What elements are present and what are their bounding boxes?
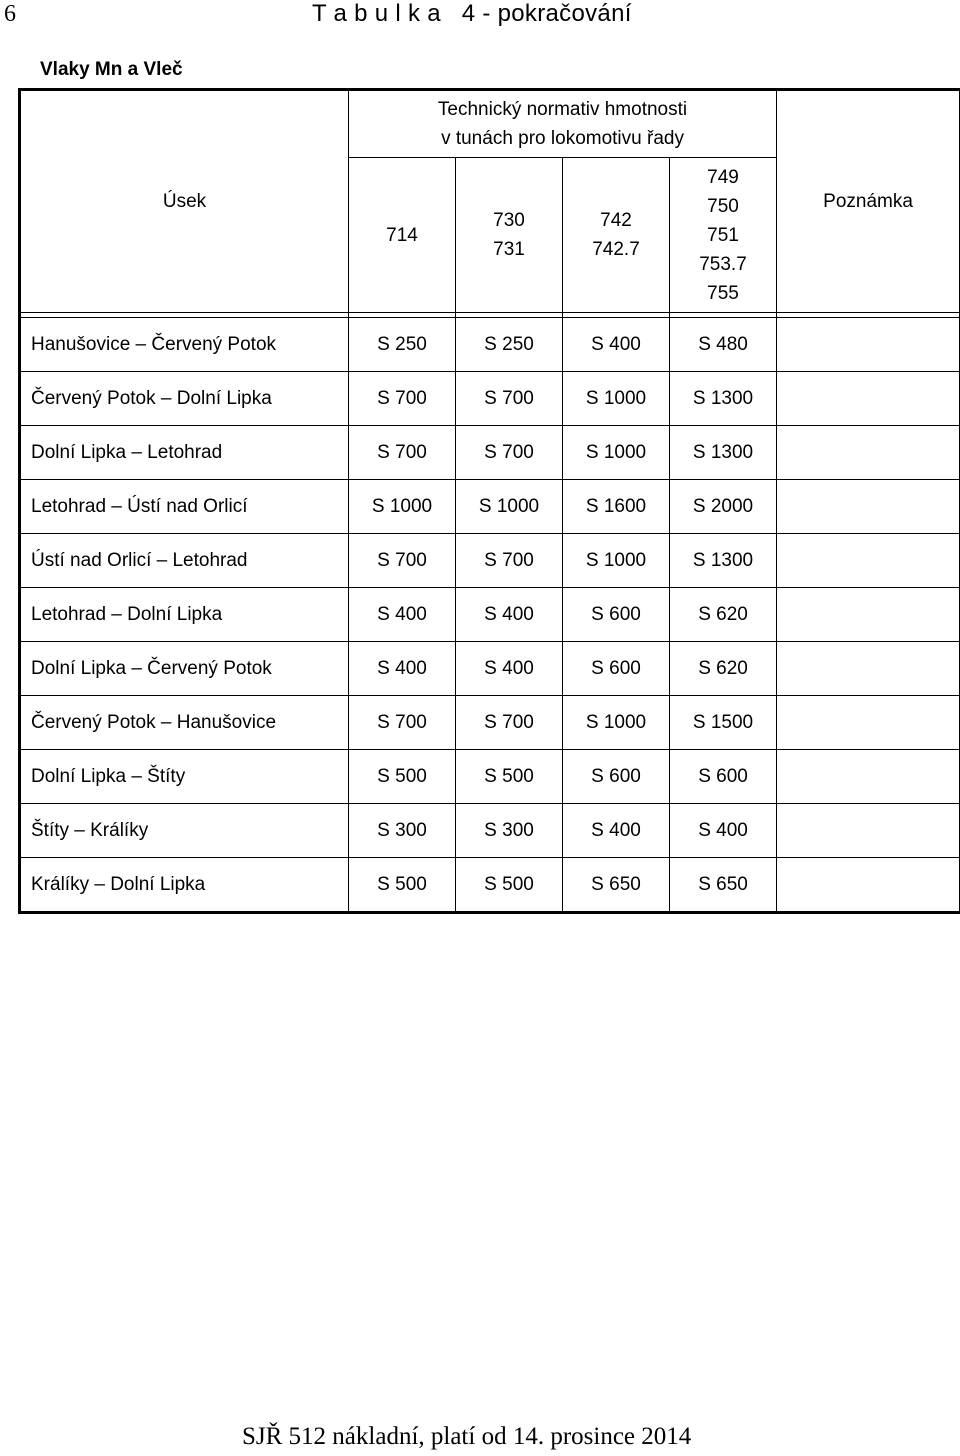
- note-cell: [777, 480, 960, 534]
- norm-value-cell: S 500: [456, 858, 563, 913]
- norm-value-cell: S 600: [563, 588, 670, 642]
- norm-value-cell: S 500: [456, 750, 563, 804]
- norm-value-cell: S 1600: [563, 480, 670, 534]
- norm-value-cell: S 400: [349, 588, 456, 642]
- note-cell: [777, 750, 960, 804]
- route-cell: Letohrad – Dolní Lipka: [20, 588, 349, 642]
- norm-value-cell: S 700: [456, 372, 563, 426]
- note-cell: [777, 372, 960, 426]
- norm-value-cell: S 400: [349, 642, 456, 696]
- table-row: [20, 642, 960, 696]
- loco-series-label: 742: [600, 210, 632, 231]
- norm-value-cell: S 400: [670, 804, 777, 858]
- header-note-cell: [777, 90, 960, 313]
- loco-series-label: 751: [707, 224, 739, 246]
- norm-value-cell: S 400: [456, 588, 563, 642]
- norm-value-cell: S 1000: [349, 480, 456, 534]
- norm-value-cell: S 1000: [563, 426, 670, 480]
- norm-value-cell: S 400: [563, 804, 670, 858]
- norm-value-cell: S 250: [456, 318, 563, 372]
- table-row: [20, 588, 960, 642]
- note-cell: [777, 858, 960, 913]
- loco-series-label: 742.7: [592, 239, 640, 260]
- table-row: [20, 426, 960, 480]
- table-row: [20, 318, 960, 372]
- header-group-cell: [349, 90, 777, 158]
- norm-value-cell: S 1000: [563, 372, 670, 426]
- table-row: [20, 534, 960, 588]
- header-group-line: v tunách pro lokomotivu řady: [441, 128, 684, 149]
- loco-series-label: 753.7: [699, 253, 747, 275]
- norm-value-cell: S 700: [349, 696, 456, 750]
- norm-value-cell: S 1000: [456, 480, 563, 534]
- route-cell: Hanušovice – Červený Potok: [20, 318, 349, 372]
- route-cell: Dolní Lipka – Štíty: [20, 750, 349, 804]
- loco-series-label: 714: [386, 224, 418, 246]
- norm-value-cell: S 600: [670, 750, 777, 804]
- norm-value-cell: S 500: [349, 750, 456, 804]
- header-loco-749: [670, 158, 777, 313]
- note-cell: [777, 696, 960, 750]
- norm-value-cell: S 620: [670, 588, 777, 642]
- norm-value-cell: S 250: [349, 318, 456, 372]
- loco-series-label: 730: [493, 210, 525, 231]
- table-row: [20, 858, 960, 913]
- page-title: T a b u l k a 4 - pokračování: [312, 0, 632, 27]
- loco-series-label: 749: [707, 166, 739, 188]
- norm-value-cell: S 400: [563, 318, 670, 372]
- norm-value-cell: S 700: [349, 426, 456, 480]
- norm-value-cell: S 1500: [670, 696, 777, 750]
- norm-value-cell: S 1300: [670, 534, 777, 588]
- footer-text: SJŘ 512 nákladní, platí od 14. prosince 2014: [242, 1423, 692, 1450]
- norm-value-cell: S 600: [563, 642, 670, 696]
- header-loco-714: [349, 158, 456, 313]
- norm-value-cell: S 1300: [670, 372, 777, 426]
- norm-value-cell: S 500: [349, 858, 456, 913]
- norm-value-cell: S 1300: [670, 426, 777, 480]
- route-cell: Dolní Lipka – Letohrad: [20, 426, 349, 480]
- header-loco-730: [456, 158, 563, 313]
- norm-value-cell: S 700: [349, 534, 456, 588]
- norm-value-cell: S 650: [670, 858, 777, 913]
- route-cell: Dolní Lipka – Červený Potok: [20, 642, 349, 696]
- route-cell: Červený Potok – Hanušovice: [20, 696, 349, 750]
- header-section-label: Úsek: [162, 190, 207, 212]
- header-section-cell: [20, 90, 349, 313]
- header-note-label: Poznámka: [823, 190, 913, 212]
- norm-value-cell: S 700: [456, 534, 563, 588]
- table-row: [20, 696, 960, 750]
- note-cell: [777, 588, 960, 642]
- route-cell: Králíky – Dolní Lipka: [20, 858, 349, 913]
- norm-value-cell: S 600: [563, 750, 670, 804]
- norm-value-cell: S 700: [456, 696, 563, 750]
- header-loco-742: [563, 158, 670, 313]
- route-cell: Štíty – Králíky: [20, 804, 349, 858]
- table-row: [20, 372, 960, 426]
- table-row: [20, 750, 960, 804]
- table-row: [20, 804, 960, 858]
- norm-value-cell: S 2000: [670, 480, 777, 534]
- route-cell: Ústí nad Orlicí – Letohrad: [20, 534, 349, 588]
- page-number: 6: [4, 1, 16, 27]
- norm-value-cell: S 480: [670, 318, 777, 372]
- note-cell: [777, 534, 960, 588]
- weight-norm-table: [18, 88, 960, 914]
- header-group-line: Technický normativ hmotnosti: [437, 99, 688, 120]
- norm-value-cell: S 700: [349, 372, 456, 426]
- note-cell: [777, 804, 960, 858]
- loco-series-label: 750: [707, 195, 739, 217]
- table-body: [20, 318, 960, 913]
- note-cell: [777, 642, 960, 696]
- route-cell: Červený Potok – Dolní Lipka: [20, 372, 349, 426]
- norm-value-cell: S 300: [456, 804, 563, 858]
- note-cell: [777, 426, 960, 480]
- norm-value-cell: S 700: [456, 426, 563, 480]
- norm-value-cell: S 620: [670, 642, 777, 696]
- norm-value-cell: S 400: [456, 642, 563, 696]
- norm-value-cell: S 1000: [563, 534, 670, 588]
- section-title: Vlaky Mn a Vleč: [40, 59, 183, 80]
- note-cell: [777, 318, 960, 372]
- route-cell: Letohrad – Ústí nad Orlicí: [20, 480, 349, 534]
- norm-value-cell: S 650: [563, 858, 670, 913]
- norm-value-cell: S 1000: [563, 696, 670, 750]
- table-row: [20, 480, 960, 534]
- loco-series-label: 731: [493, 239, 525, 260]
- loco-series-label: 755: [707, 282, 739, 304]
- norm-value-cell: S 300: [349, 804, 456, 858]
